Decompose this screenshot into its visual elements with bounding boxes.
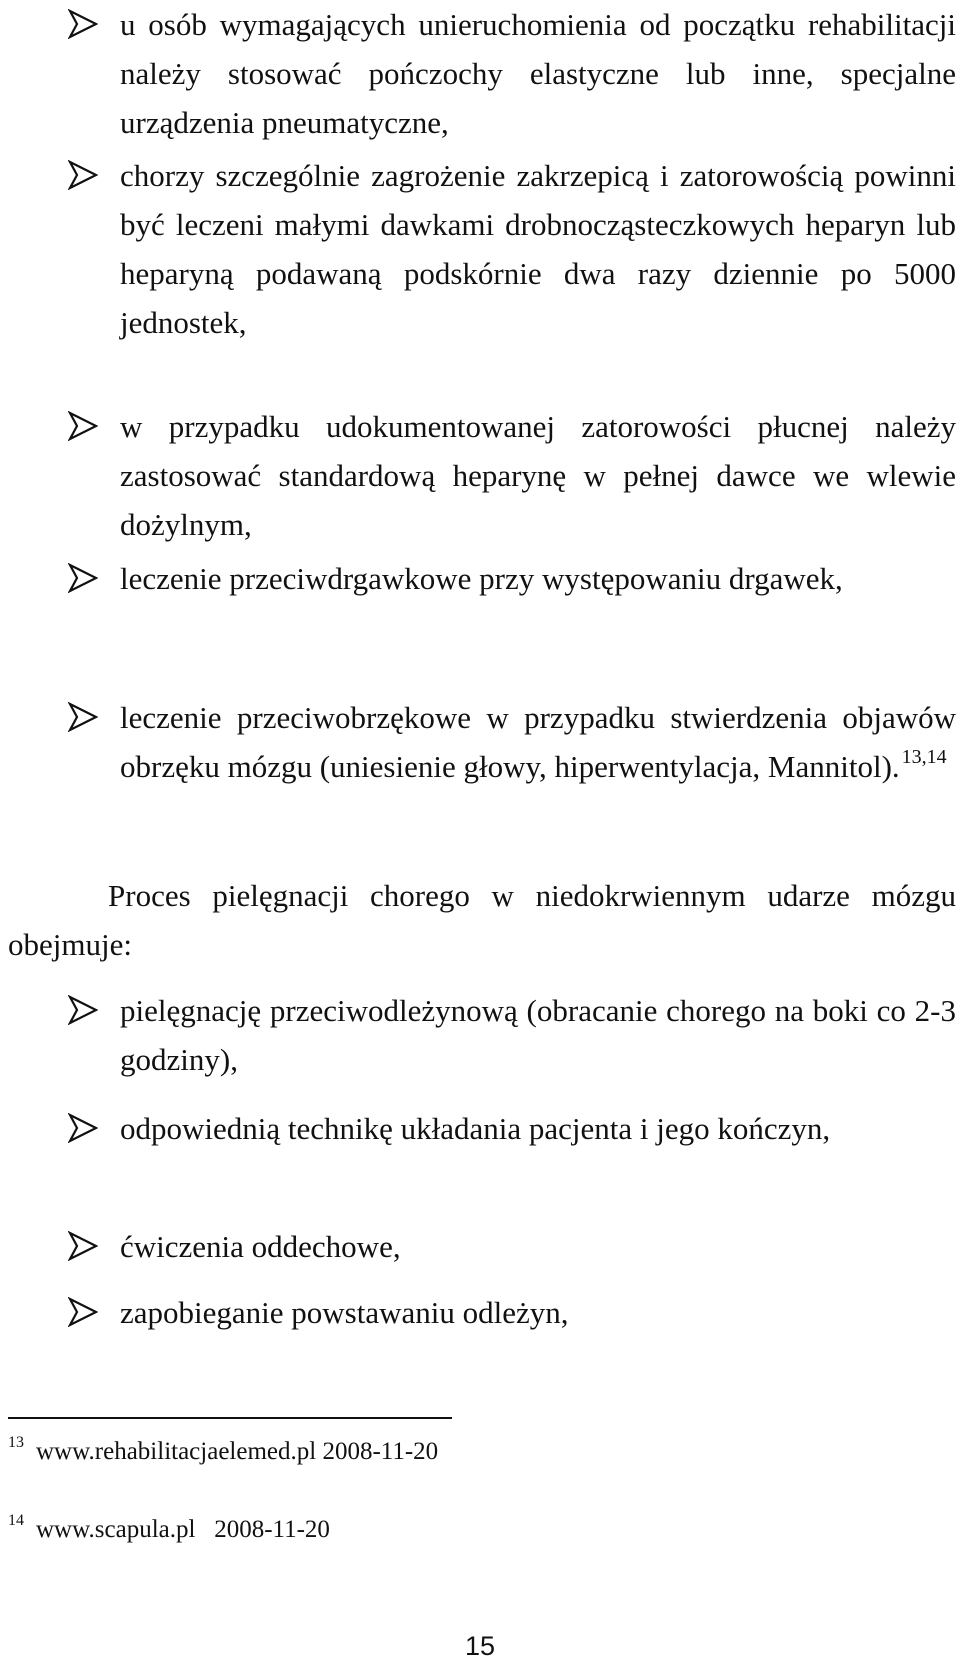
arrowhead-bullet-icon [68,411,102,441]
arrowhead-bullet-icon [68,1113,102,1143]
body-paragraph: Proces pielęgnacji chorego w niedokrwiennym udarze mózgu obejmuje: [8,878,956,962]
list-item [68,1104,956,1153]
list-item [68,402,956,549]
arrowhead-bullet-icon [68,702,102,732]
page-number: 15 [464,1631,496,1661]
list-item-text-main: leczenie przeciwobrzękowe w przypadku stwierdzenia objawów obrzęku mózgu (uniesienie głowy, hiperwentylacja, Mannitol). [120,700,956,784]
list-item-text [120,693,956,791]
list-item-text: zapobieganie powstawaniu odleżyn, [120,1295,569,1330]
footnote: 13 www.rehabilitacjaelemed.pl 2008-11-20 [8,1434,439,1465]
footnote-link[interactable]: www.rehabilitacjaelemed.pl 2008-11-20 [36,1438,439,1465]
list-item [68,1288,956,1337]
list-item [68,151,956,347]
list-item [68,986,956,1084]
list-item-text: ćwiczenia oddechowe, [120,1229,401,1264]
footnote: 14 www.scapula.pl 2008-11-20 [8,1512,330,1543]
arrowhead-bullet-icon [68,563,102,593]
footnote-link[interactable]: www.scapula.pl 2008-11-20 [36,1516,330,1543]
list-item [68,1222,956,1271]
list-item-text: chorzy szczególnie zagrożenie zakrzepicą i zatorowością powinni być leczeni małymi dawkami drobnocząsteczkowych heparyn lub heparyną podawaną podskórnie dwa razy dziennie po 5000 jednostek, [120,158,956,340]
list-item-text: u osób wymagających unieruchomienia od początku rehabilitacji należy stosować pończochy elastyczne lub inne, specjalne urządzenia pneumatyczne, [120,7,956,140]
list-item-text: pielęgnację przeciwodleżynową (obracanie chorego na boki co 2-3 godziny), [120,993,956,1077]
arrowhead-bullet-icon [68,1231,102,1261]
arrowhead-bullet-icon [68,1297,102,1327]
list-item [68,554,956,603]
footnote-reference: 13,14 [901,746,947,768]
list-item-text: odpowiednią technikę układania pacjenta i jego kończyn, [120,1111,831,1146]
arrowhead-bullet-icon [68,995,102,1025]
list-item [68,0,956,147]
list-item-text: leczenie przeciwdrgawkowe przy występowaniu drgawek, [120,561,843,596]
arrowhead-bullet-icon [68,9,102,39]
footnote-separator [8,1417,452,1419]
list-item-text: w przypadku udokumentowanej zatorowości płucnej należy zastosować standardową heparynę w pełnej dawce we wlewie dożylnym, [120,409,956,542]
list-item [68,693,956,791]
arrowhead-bullet-icon [68,160,102,190]
